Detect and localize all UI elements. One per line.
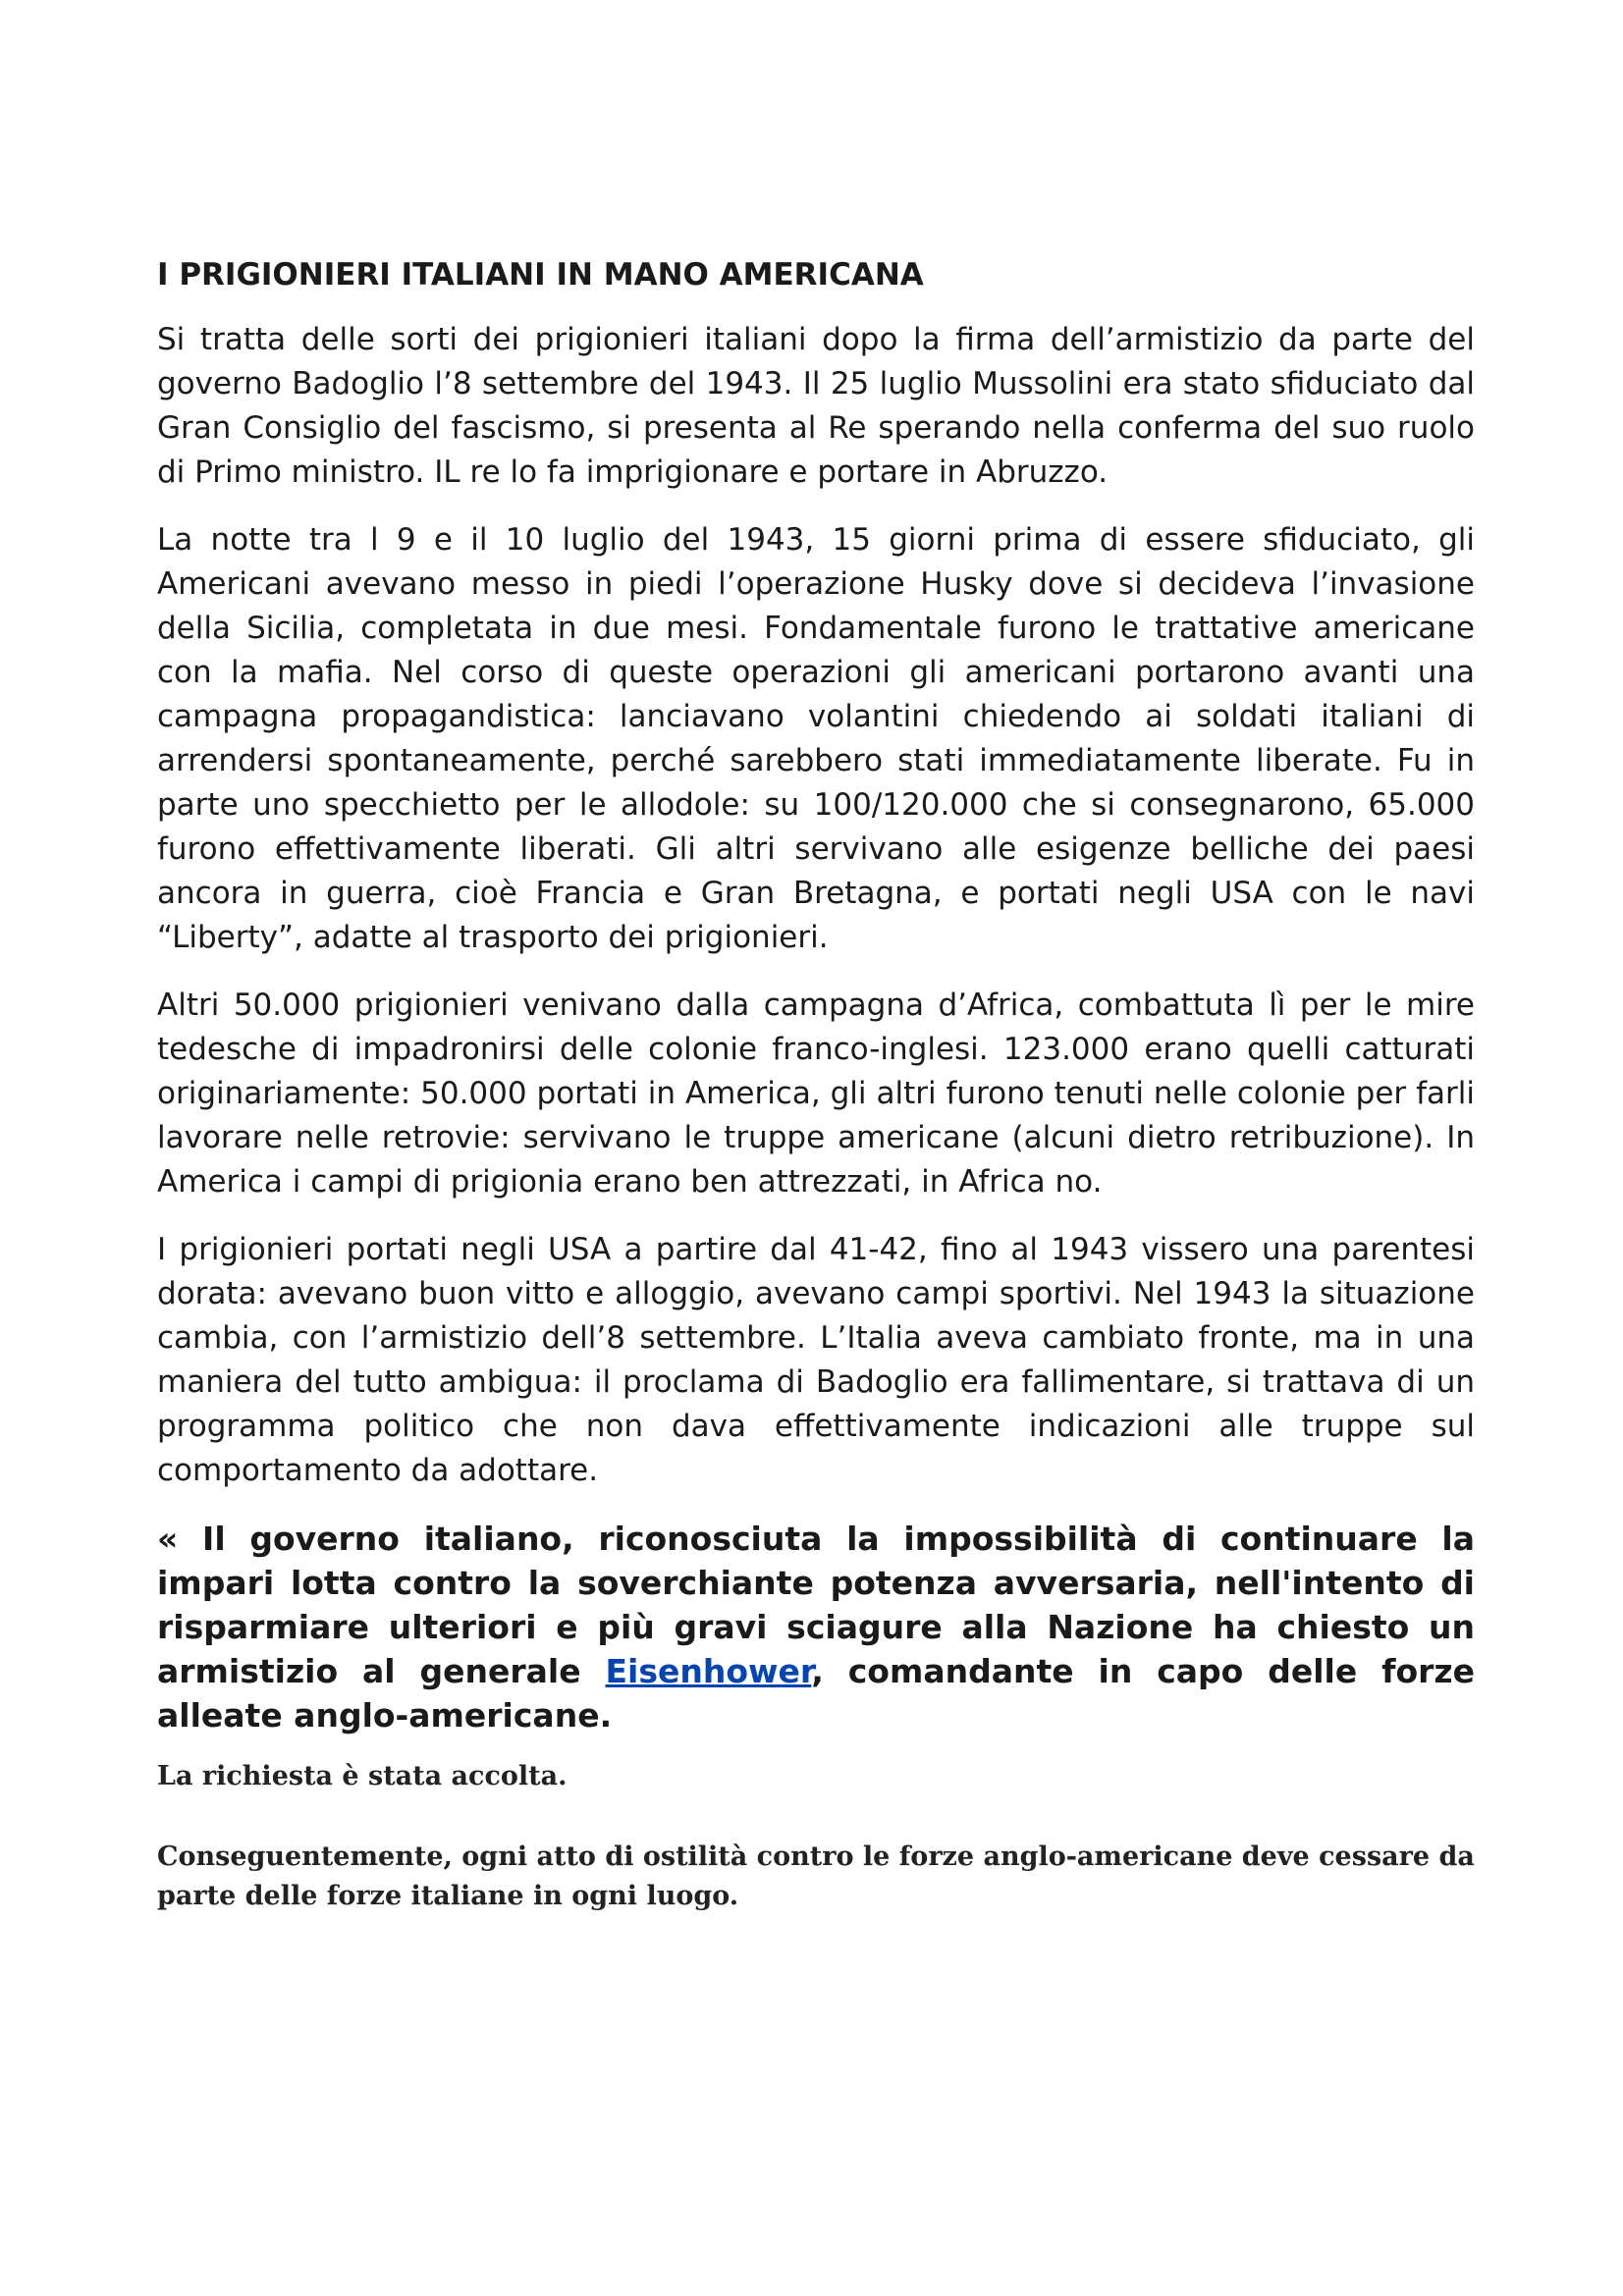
paragraph-operazione-husky: La notte tra l 9 e il 10 luglio del 1943, 15 giorni prima di essere sfiduciato, gli Americani avevano messo in piedi l’operazione Husky dove si decideva l’invasione della Sicilia, completata in due mesi. Fondamentale furono le trattative americane con la mafia. Nel corso di queste operazioni gli americani portarono avanti una campagna propagandistica: lanciavano volantini chiedendo ai soldati italiani di arrendersi spontaneamente, perché sarebbero stati immediatamente liberate. Fu in parte uno specchietto per le allodole: su 100/120.000 che si consegnarono, 65.000 furono effettivamente liberati. Gli altri servivano alle esigenze belliche dei paesi ancora in guerra, cioè Francia e Gran Bretagna, e portati negli USA con le navi “Liberty”, adatte al trasporto dei prigionieri.	[157, 522, 1475, 955]
closing-line-ostilita: Conseguentemente, ogni atto di ostilità contro le forze anglo-americane deve cessare da parte delle forze italiane in ogni luogo.	[157, 1842, 1475, 1911]
paragraph-prigionieri-usa: I prigionieri portati negli USA a partire dal 41-42, fino al 1943 vissero una parentesi dorata: avevano buon vitto e alloggio, avevano campi sportivi. Nel 1943 la situazione cambia, con l’armistizio dell’8 settembre. L’Italia aveva cambiato fronte, ma in una maniera del tutto ambigua: il proclama di Badoglio era fallimentare, si trattava di un programma politico che non dava effettivamente indicazioni alle truppe sul comportamento da adottare.	[157, 1232, 1475, 1488]
document-title: I PRIGIONIERI ITALIANI IN MANO AMERICANA	[157, 257, 924, 293]
closing-line-accolta: La richiesta è stata accolta.	[157, 1761, 568, 1791]
paragraph-armistizio: Si tratta delle sorti dei prigionieri italiani dopo la firma dell’armistizio da parte del governo Badoglio l’8 settembre del 1943. Il 25 luglio Mussolini era stato sfiduciato dal Gran Consiglio del fascismo, si presenta al Re sperando nella conferma del suo ruolo di Primo ministro. IL re lo fa imprigionare e portare in Abruzzo.	[157, 322, 1475, 490]
eisenhower-link[interactable]: Eisenhower	[605, 1652, 812, 1690]
document-page	[157, 255, 1475, 1957]
quote-text-start: « Il governo italiano, riconosciuta la impossibilità di continuare la impari lotta contro la soverchiante potenza avversaria, nell'intento di risparmiare ulteriori e più gravi sciagure alla Nazione ha chiesto un armistizio al generale	[157, 1520, 1475, 1690]
badoglio-proclamation-quote	[157, 1517, 1475, 1737]
quote-text-end: , comandante in capo delle forze alleate anglo-americane.	[157, 1652, 1475, 1735]
paragraph-campagna-africa: Altri 50.000 prigionieri venivano dalla campagna d’Africa, combattuta lì per le mire tedesche di impadronirsi delle colonie franco-inglesi. 123.000 erano quelli catturati originariamente: 50.000 portati in America, gli altri furono tenuti nelle colonie per farli lavorare nelle retrovie: servivano le truppe americane (alcuni dietro retribuzione). In America i campi di prigionia erano ben attrezzati, in Africa no.	[157, 988, 1475, 1200]
